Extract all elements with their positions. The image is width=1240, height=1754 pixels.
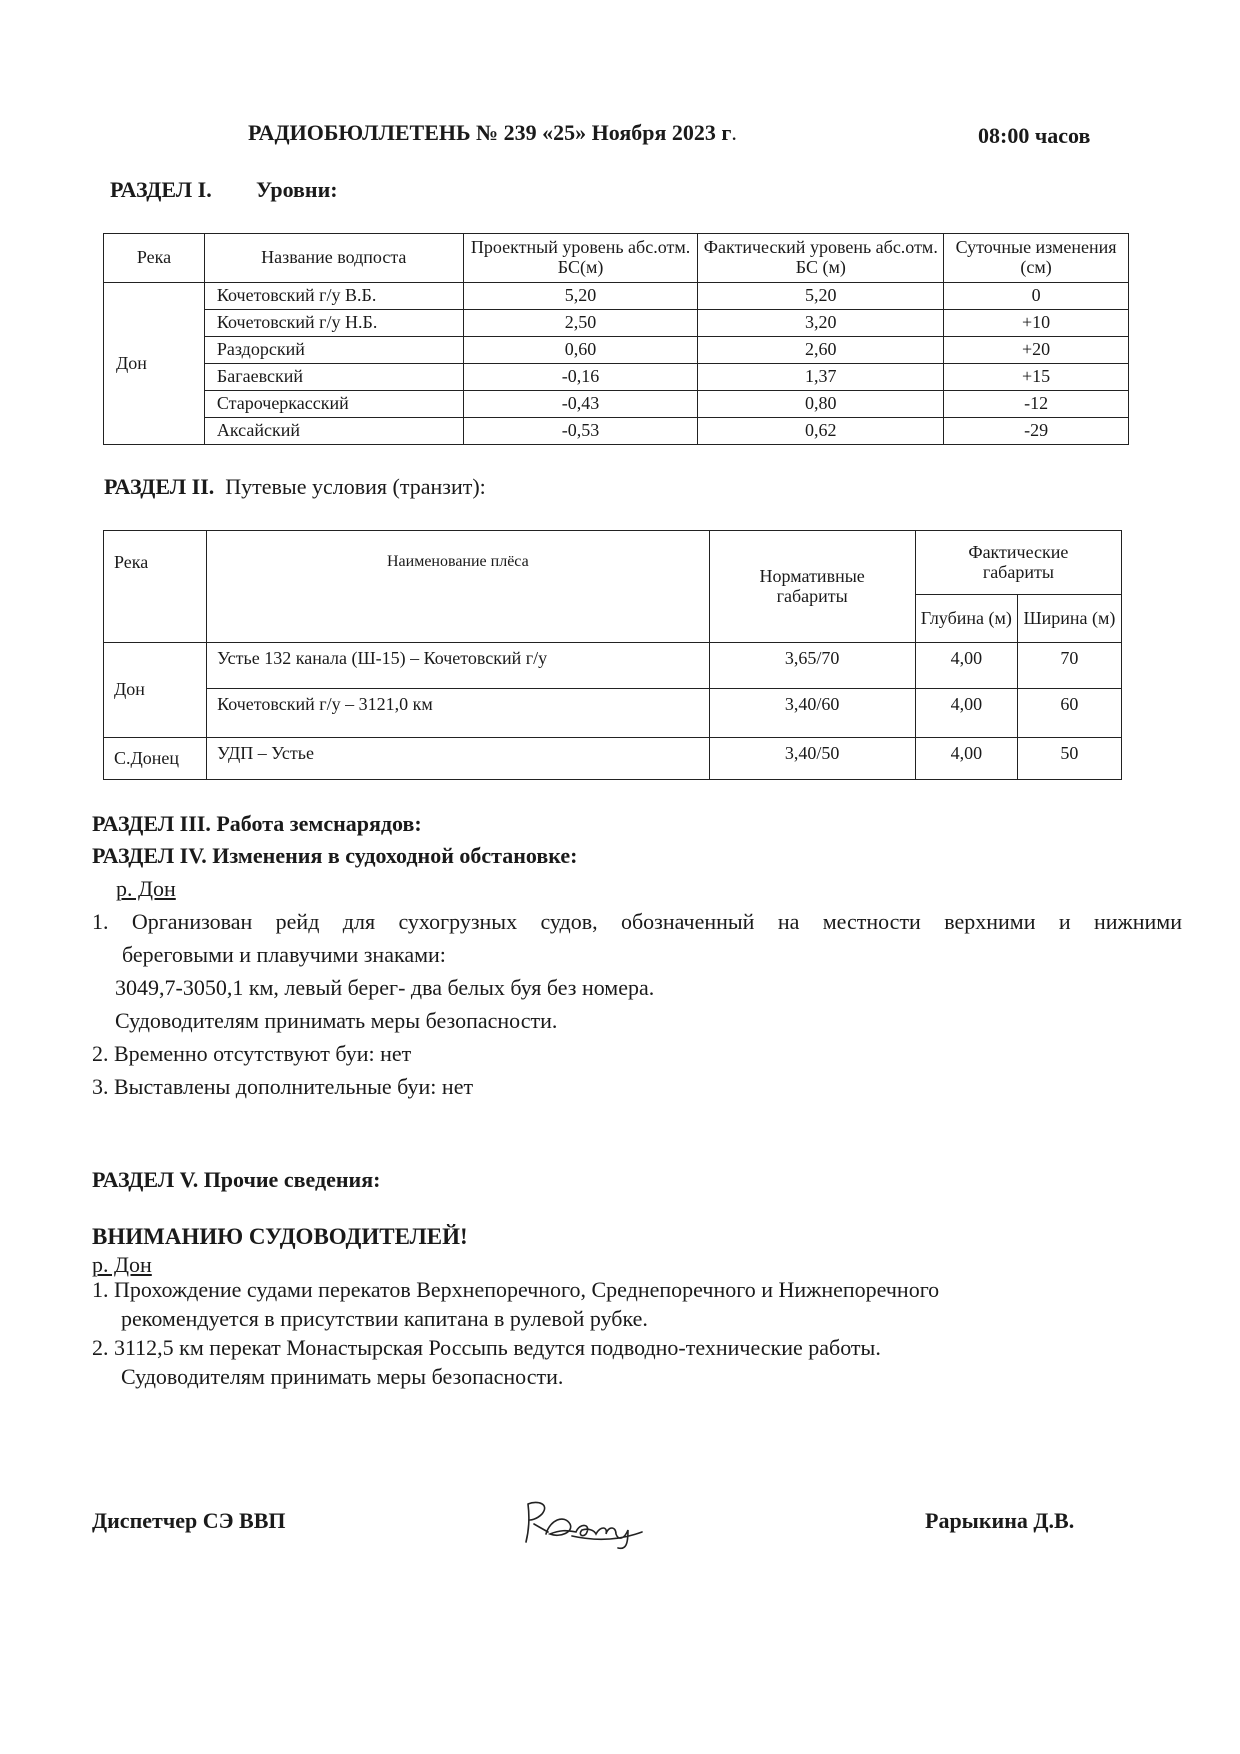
table-header-row [104, 531, 1122, 595]
attention-river: р. Дон [92, 1252, 152, 1277]
table-row [104, 689, 1122, 738]
actual-depth: 4,00 [915, 738, 1017, 780]
levels-table [103, 233, 1129, 445]
design-level: -0,43 [463, 391, 698, 418]
actual-depth: 4,00 [915, 689, 1017, 738]
section4-title: РАЗДЕЛ IV. Изменения в судоходной обстановке: [92, 843, 578, 868]
section2-title: Путевые условия (транзит): [225, 474, 486, 499]
river-cell: Дон [104, 643, 207, 738]
list-item: 1. Прохождение судами перекатов Верхнепоречного, Среднепоречного и Нижнепоречного [92, 1277, 940, 1302]
reach-name: Кочетовский г/у – 3121,0 км [207, 689, 709, 738]
col-header: Фактический уровень абс.отм. БС (м) [698, 234, 944, 283]
post-name: Старочеркасский [204, 391, 463, 418]
list-item-cont: Судоводителям принимать меры безопасности. [115, 1008, 558, 1033]
list-item-cont: береговыми и плавучими знаками: [122, 942, 446, 967]
actual-level: 2,60 [698, 337, 944, 364]
handwritten-signature [520, 1490, 650, 1555]
reach-name: УДП – Устье [207, 738, 709, 780]
bulletin-time: 08:00 часов [978, 123, 1091, 148]
actual-level: 3,20 [698, 310, 944, 337]
list-item: 1. Организован рейд для сухогрузных судов, обозначенный на местности верхними и нижними [92, 909, 1182, 934]
actual-width: 70 [1017, 643, 1121, 689]
col-header: Проектный уровень абс.отм. БС(м) [463, 234, 698, 283]
col-header: Название водпоста [204, 234, 463, 283]
daily-change: 0 [944, 283, 1129, 310]
col-header: Ширина (м) [1017, 595, 1121, 643]
daily-change: +10 [944, 310, 1129, 337]
attention-title: ВНИМАНИЮ СУДОВОДИТЕЛЕЙ! [92, 1224, 468, 1249]
river-cell: С.Донец [104, 738, 207, 780]
table-row [104, 283, 1129, 310]
section1-title: Уровни: [256, 177, 338, 202]
design-level: -0,53 [463, 418, 698, 445]
post-name: Багаевский [204, 364, 463, 391]
section2-label: РАЗДЕЛ II. [104, 474, 215, 499]
post-name: Кочетовский г/у В.Б. [204, 283, 463, 310]
design-level: 0,60 [463, 337, 698, 364]
list-item: 2. Временно отсутствуют буи: нет [92, 1041, 412, 1066]
col-header: Фактические габариты [915, 531, 1121, 595]
table-row [104, 418, 1129, 445]
actual-depth: 4,00 [915, 643, 1017, 689]
reach-name: Устье 132 канала (Ш-15) – Кочетовский г/у [207, 643, 709, 689]
col-header: Глубина (м) [915, 595, 1017, 643]
col-header: Наименование плёса [207, 531, 709, 643]
changes-list [92, 905, 1182, 1103]
daily-change: -29 [944, 418, 1129, 445]
post-name: Аксайский [204, 418, 463, 445]
list-item: 2. 3112,5 км перекат Монастырская Россыпь ведутся подводно-технические работы. [92, 1335, 881, 1360]
design-level: 2,50 [463, 310, 698, 337]
dispatcher-position: Диспетчер СЭ ВВП [92, 1508, 286, 1533]
actual-level: 0,80 [698, 391, 944, 418]
actual-level: 0,62 [698, 418, 944, 445]
section5-title: РАЗДЕЛ V. Прочие сведения: [92, 1167, 381, 1192]
table-row [104, 337, 1129, 364]
actual-width: 60 [1017, 689, 1121, 738]
daily-change: -12 [944, 391, 1129, 418]
col-header: Суточные изменения (см) [944, 234, 1129, 283]
list-item-cont: 3049,7-3050,1 км, левый берег- два белых буя без номера. [115, 975, 655, 1000]
section4-river: р. Дон [116, 876, 176, 901]
normative-size: 3,40/60 [709, 689, 915, 738]
table-header-row [104, 234, 1129, 283]
attention-list [92, 1275, 1092, 1391]
normative-size: 3,65/70 [709, 643, 915, 689]
bulletin-title: РАДИОБЮЛЛЕТЕНЬ № 239 «25» Ноября 2023 г. [248, 120, 737, 145]
actual-width: 50 [1017, 738, 1121, 780]
actual-level: 5,20 [698, 283, 944, 310]
section3-title: РАЗДЕЛ III. Работа земснарядов: [92, 811, 422, 836]
design-level: 5,20 [463, 283, 698, 310]
table-row [104, 310, 1129, 337]
design-level: -0,16 [463, 364, 698, 391]
section2-heading [104, 474, 486, 500]
actual-level: 1,37 [698, 364, 944, 391]
daily-change: +20 [944, 337, 1129, 364]
dispatcher-name: Рарыкина Д.В. [925, 1508, 1075, 1533]
post-name: Кочетовский г/у Н.Б. [204, 310, 463, 337]
section1-label: РАЗДЕЛ I. [110, 177, 212, 202]
post-name: Раздорский [204, 337, 463, 364]
list-item: 3. Выставлены дополнительные буи: нет [92, 1074, 474, 1099]
normative-size: 3,40/50 [709, 738, 915, 780]
river-cell: Дон [104, 283, 205, 445]
table-row [104, 391, 1129, 418]
col-header: Нормативные габариты [709, 531, 915, 643]
table-row [104, 643, 1122, 689]
daily-change: +15 [944, 364, 1129, 391]
table-row [104, 738, 1122, 780]
list-item-cont: Судоводителям принимать меры безопасности. [121, 1364, 564, 1389]
col-header: Река [104, 234, 205, 283]
list-item-cont: рекомендуется в присутствии капитана в рулевой рубке. [121, 1306, 648, 1331]
table-row [104, 364, 1129, 391]
col-header: Река [104, 531, 207, 643]
route-conditions-table [103, 530, 1122, 780]
